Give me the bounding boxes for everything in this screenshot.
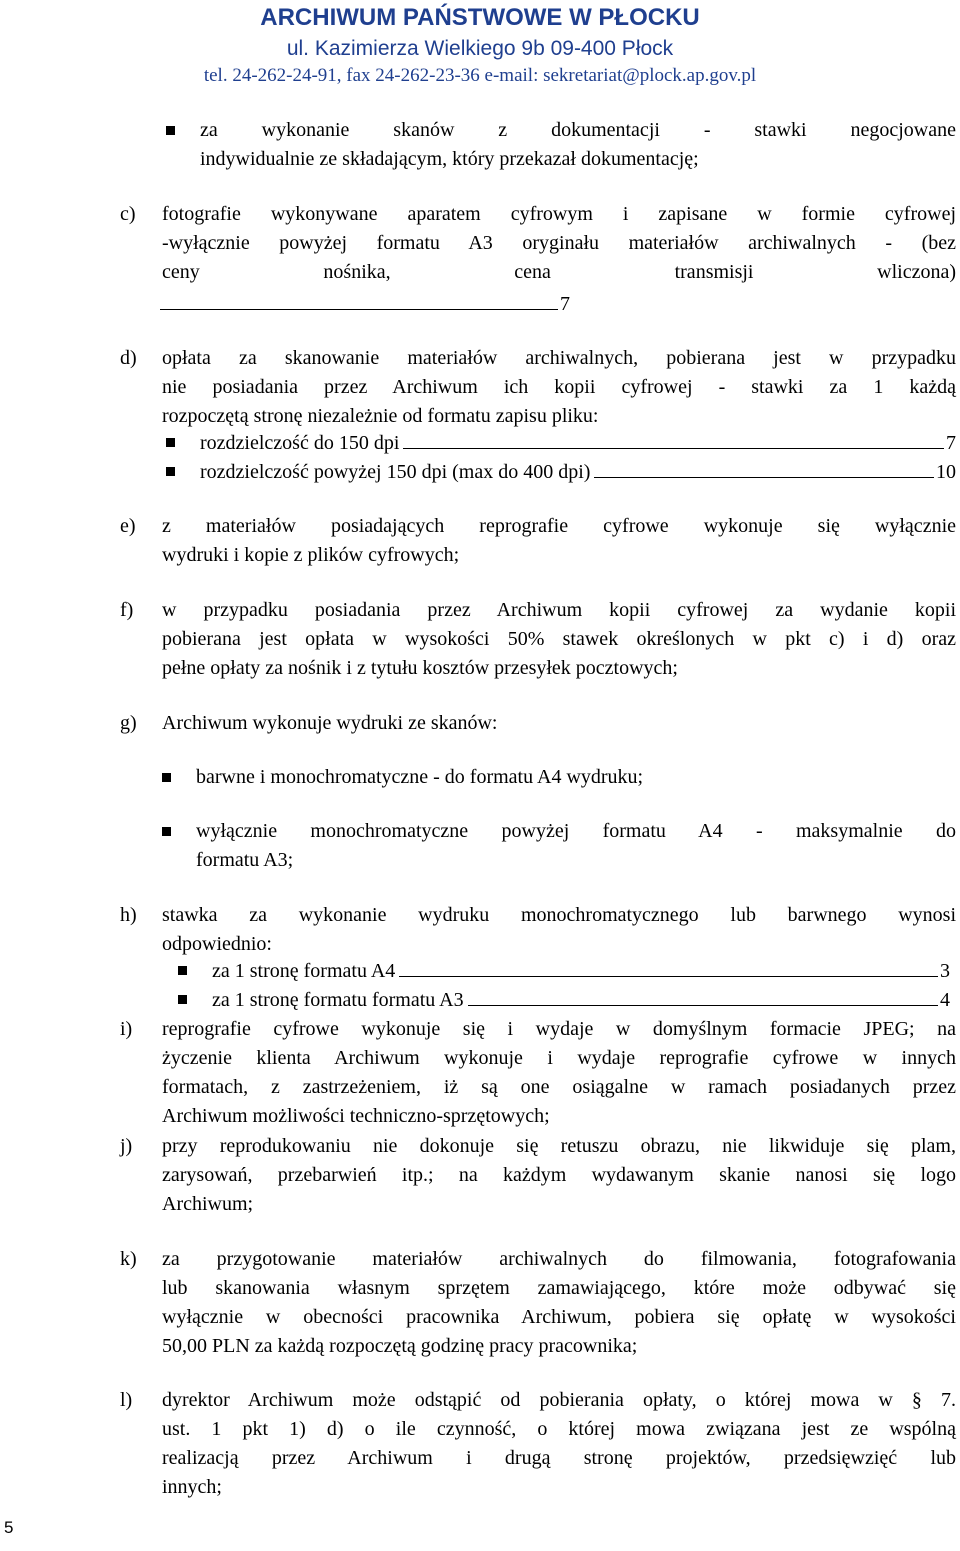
item-f-line: pełne opłaty za nośnik i z tytułu kosztów przesyłek pocztowych;	[162, 657, 678, 679]
item-i-line: formatach, z zastrzeżeniem, iż są one osiągalne w ramach posiadanych przez	[162, 1076, 956, 1098]
item-g-bullet: wyłącznie monochromatyczne powyżej formatu A4 - maksymalnie do	[196, 820, 956, 842]
item-letter-k: k)	[120, 1248, 137, 1270]
item-letter-l: l)	[120, 1389, 133, 1411]
item-l-line: ust. 1 pkt 1) d) o ile czynność, o której mowa związana jest ze wspólną	[162, 1418, 956, 1440]
item-c-price: 7	[560, 293, 570, 315]
item-k-line: za przygotowanie materiałów archiwalnych do filmowania, fotografowania	[162, 1248, 956, 1270]
bullet-text-line: za wykonanie skanów z dokumentacji - stawki negocjowane	[200, 119, 956, 141]
item-e-line: z materiałów posiadających reprografie cyfrowe wykonuje się wyłącznie	[162, 515, 956, 537]
item-g-bullet: formatu A3;	[196, 849, 294, 871]
item-letter-f: f)	[120, 599, 134, 621]
item-l-line: innych;	[162, 1476, 222, 1498]
item-i-line: życzenie klienta Archiwum wykonuje i wydaje reprografie cyfrowe w innych	[162, 1047, 956, 1069]
leader-line	[468, 1005, 938, 1006]
item-k-line: 50,00 PLN za każdą rozpoczętą godzinę pracy pracownika;	[162, 1335, 638, 1357]
item-letter-g: g)	[120, 712, 137, 734]
archive-address: ul. Kazimierza Wielkiego 9b 09-400 Płock	[286, 37, 674, 60]
item-d-line: rozpoczętą stronę niezależnie od formatu zapisu pliku:	[162, 405, 599, 427]
bullet-square-icon	[162, 827, 171, 836]
bullet-square-icon	[162, 773, 171, 782]
item-d-line: nie posiadania przez Archiwum ich kopii cyfrowej - stawki za 1 każdą	[162, 376, 956, 398]
rate-value: 7	[946, 432, 956, 454]
bullet-square-icon	[166, 126, 175, 135]
item-h-line: odpowiednio:	[162, 933, 272, 955]
item-d-line: opłata za skanowanie materiałów archiwalnych, pobierana jest w przypadku	[162, 347, 956, 369]
item-letter-e: e)	[120, 515, 136, 537]
leader-line	[160, 309, 558, 310]
bullet-square-icon	[178, 966, 187, 975]
item-k-line: lub skanowania własnym sprzętem zamawiającego, które może odbywać się	[162, 1277, 956, 1299]
item-h-rate-row	[212, 957, 950, 986]
rate-value: 3	[940, 960, 950, 982]
item-i-line: reprografie cyfrowe wykonuje się i wydaje w domyślnym formacie JPEG; na	[162, 1018, 956, 1040]
item-letter-i: i)	[120, 1018, 133, 1040]
item-j-line: przy reprodukowaniu nie dokonuje się retuszu obrazu, nie likwiduje się plam,	[162, 1135, 956, 1157]
item-k-line: wyłącznie w obecności pracownika Archiwum, pobiera się opłatę w wysokości	[162, 1306, 956, 1328]
item-i-line: Archiwum możliwości techniczno-sprzętowych;	[162, 1105, 550, 1127]
archive-contact: tel. 24-262-24-91, fax 24-262-23-36 e-mail: sekretariat@plock.ap.gov.pl	[203, 65, 757, 86]
leader-line	[399, 976, 938, 977]
item-f-line: w przypadku posiadania przez Archiwum kopii cyfrowej za wydanie kopii	[162, 599, 956, 621]
item-l-line: realizacją przez Archiwum i drugą stronę projektów, przedsięwzięć lub	[162, 1447, 956, 1469]
bullet-square-icon	[166, 467, 175, 476]
item-c-price-row	[160, 290, 570, 319]
rate-label: za 1 stronę formatu formatu A3	[212, 989, 464, 1011]
leader-line	[403, 448, 944, 449]
item-g-line: Archiwum wykonuje wydruki ze skanów:	[162, 712, 498, 734]
item-d-rate-row	[200, 429, 956, 458]
item-c-line: -wyłącznie powyżej formatu A3 oryginału materiałów archiwalnych - (bez	[162, 232, 956, 254]
item-h-rate-row	[212, 986, 950, 1015]
item-f-line: pobierana jest opłata w wysokości 50% stawek określonych w pkt c) i d) oraz	[162, 628, 956, 650]
item-letter-j: j)	[120, 1135, 133, 1157]
rate-value: 10	[936, 461, 956, 483]
item-j-line: Archiwum;	[162, 1193, 254, 1215]
rate-value: 4	[940, 989, 950, 1011]
item-h-line: stawka za wykonanie wydruku monochromatycznego lub barwnego wynosi	[162, 904, 956, 926]
item-letter-d: d)	[120, 347, 137, 369]
item-j-line: zarysowań, przebarwień itp.; na każdym wydawanym skanie nanosi się logo	[162, 1164, 956, 1186]
rate-label: rozdzielczość powyżej 150 dpi (max do 400 dpi)	[200, 461, 591, 483]
rate-label: za 1 stronę formatu A4	[212, 960, 396, 982]
item-g-bullet: barwne i monochromatyczne - do formatu A4 wydruku;	[196, 766, 644, 788]
rate-label: rozdzielczość do 150 dpi	[200, 432, 400, 454]
page-number: 5	[4, 1518, 14, 1537]
item-e-line: wydruki i kopie z plików cyfrowych;	[162, 544, 460, 566]
item-c-line: ceny nośnika, cena transmisji wliczona)	[162, 261, 956, 283]
archive-name: ARCHIWUM PAŃSTWOWE W PŁOCKU	[260, 4, 700, 31]
item-c-line: fotografie wykonywane aparatem cyfrowym i zapisane w formie cyfrowej	[162, 203, 956, 225]
item-l-line: dyrektor Archiwum może odstąpić od pobierania opłaty, o której mowa w § 7.	[162, 1389, 956, 1411]
bullet-text-line: indywidualnie ze składającym, który przekazał dokumentację;	[200, 148, 699, 170]
leader-line	[594, 477, 934, 478]
item-letter-c: c)	[120, 203, 136, 225]
bullet-square-icon	[178, 995, 187, 1004]
item-letter-h: h)	[120, 904, 137, 926]
item-d-rate-row	[200, 458, 956, 487]
bullet-square-icon	[166, 438, 175, 447]
